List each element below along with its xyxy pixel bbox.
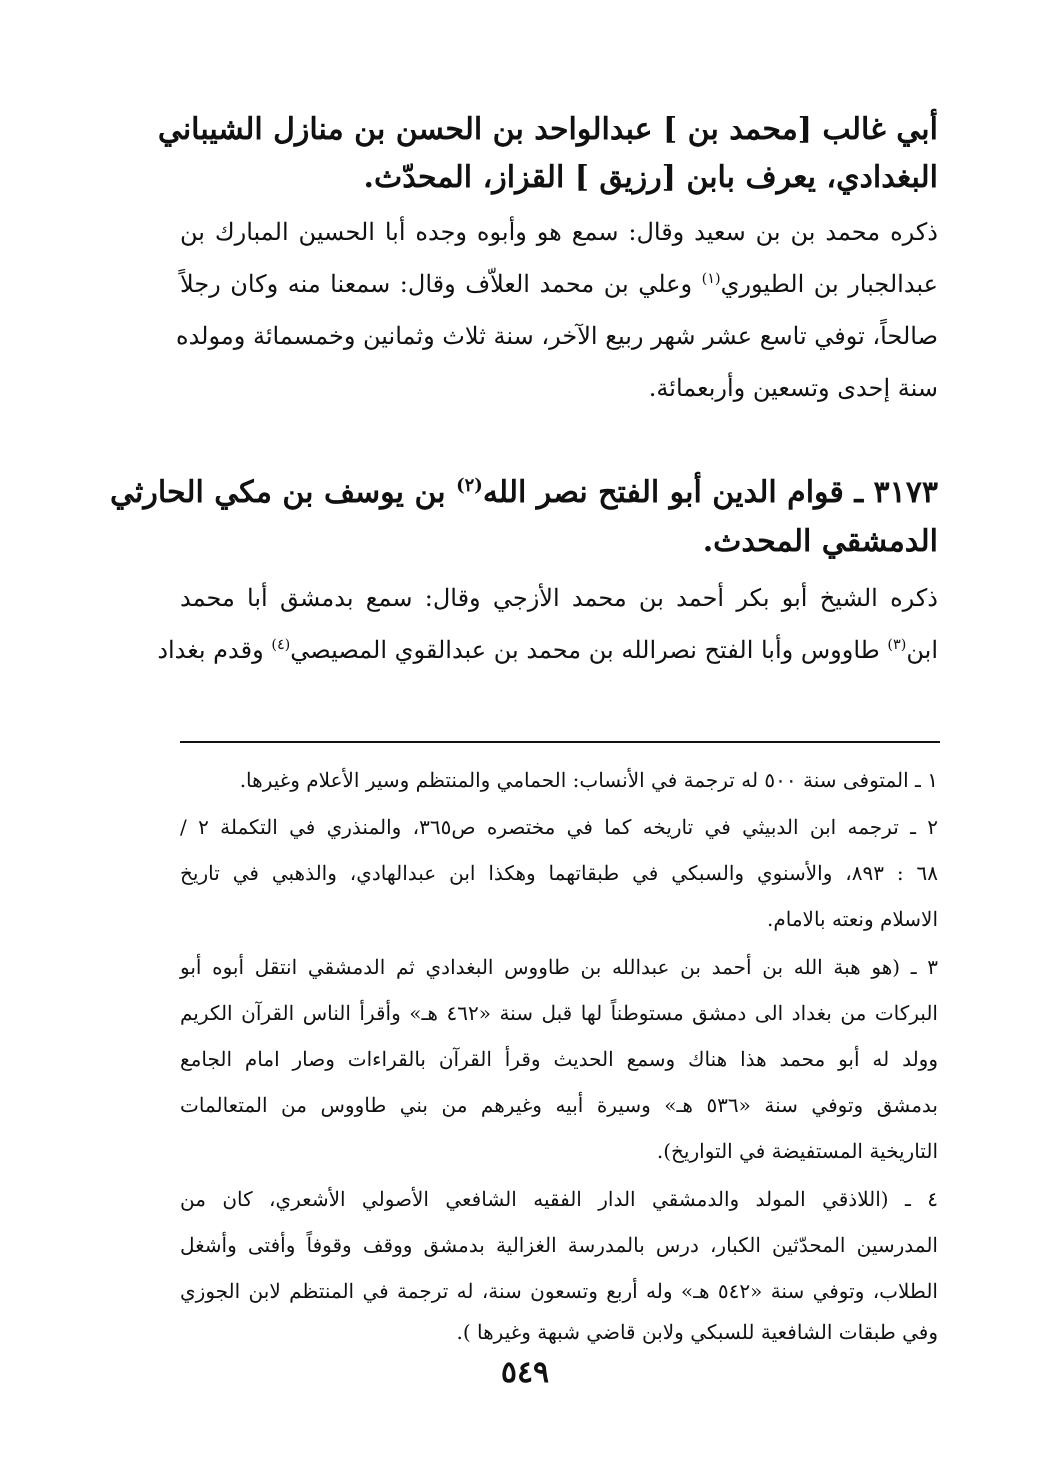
entry-body-2-line-2	[157, 636, 938, 664]
footnote-2-line-3: الاسلام ونعته بالامام.	[767, 907, 938, 931]
entry-body-2-line-2-text-c: وقدم بغداد	[157, 636, 272, 664]
footnote-3-line-2: البركات من بغداد الى دمشق مستوطناً لها قبل سنة «٤٦٢ هـ» وأقرأ الناس القرآن الكريم	[180, 1001, 938, 1025]
footnote-separator	[180, 741, 940, 743]
footnote-4-line-3: الطلاب، وتوفي سنة «٥٤٢ هـ» وله أربع وتسعون سنة، له ترجمة في المنتظم لابن الجوزي	[180, 1279, 938, 1303]
footnote-4-line-2: المدرسين المحدّثين الكبار، درس بالمدرسة الغزالية بدمشق ووقف وقوفاً وأفتى وأشغل	[180, 1233, 938, 1257]
entry-body-2-line-2-text-a: ابن	[906, 636, 938, 664]
footnote-3-line-1: ٣ ـ (هو هبة الله بن أحمد بن عبدالله بن طاووس البغدادي ثم الدمشقي انتقل أبوه أبو	[180, 955, 938, 979]
footnote-1: ١ ـ المتوفى سنة ٥٠٠ له ترجمة في الأنساب: الحمامي والمنتظم وسير الأعلام وغيرها.	[239, 768, 938, 792]
entry-body-2-line-1: ذكره الشيخ أبو بكر أحمد بن محمد الأزجي وقال: سمع بدمشق أبا محمد	[180, 584, 938, 612]
entry-heading-2-line-2: الدمشقي المحدث.	[702, 524, 938, 559]
entry-heading-2-text-b: بن يوسف بن مكي الحارثي	[109, 475, 457, 510]
page-number: ٥٤٩	[500, 1355, 550, 1390]
entry-body-1-line-3: صالحاً، توفي تاسع عشر شهر ربيع الآخر، سنة ثلاث وثمانين وخمسمائة ومولده	[176, 322, 938, 350]
entry-body-1-line-2	[180, 270, 938, 298]
footnote-ref-3: (٣)	[887, 637, 907, 653]
entry-heading-2-line-1	[109, 475, 938, 510]
entry-body-2-line-2-text-b: طاووس وأبا الفتح نصرالله بن محمد بن عبدالقوي المصيصي	[290, 636, 888, 664]
entry-heading-1-line-2: البغدادي، يعرف بابن [رزيق ] القزاز، المحدّث.	[363, 160, 938, 195]
footnote-3-line-4: بدمشق وتوفي سنة «٥٣٦ هـ» وسيرة أبيه وغيرهم من بني طاووس من المتعالمات	[180, 1093, 938, 1117]
footnote-4-line-1: ٤ ـ (اللاذقي المولد والدمشقي الدار الفقيه الشافعي الأصولي الأشعري، كان من	[180, 1187, 938, 1211]
entry-body-1-line-4: سنة إحدى وتسعين وأربعمائة.	[648, 374, 938, 402]
footnote-4-line-4: وفي طبقات الشافعية للسبكي ولابن قاضي شبهة وغيرها ).	[456, 1320, 938, 1344]
entry-body-1-line-2-text-a: عبدالجبار بن الطيوري	[720, 270, 938, 298]
footnote-3-line-3: وولد له أبو محمد هذا هناك وسمع الحديث وقرأ القرآن بالقراءات وصار امام الجامع	[180, 1047, 938, 1071]
footnote-2-line-2: ٦٨ : ٨٩٣، والأسنوي والسبكي في طبقاتهما وهكذا ابن عبدالهادي، والذهبي في تاريخ	[180, 861, 938, 885]
entry-heading-1-line-1: أبي غالب [محمد بن ] عبدالواحد بن الحسن بن منازل الشيباني	[157, 112, 938, 147]
footnote-ref-1: (١)	[701, 271, 721, 287]
entry-heading-2-text-a: ٣١٧٣ ـ قوام الدين أبو الفتح نصر الله	[482, 475, 938, 510]
entry-body-1-line-2-text-b: وعلي بن محمد العلاّف وقال: سمعنا منه وكان رجلاً	[180, 270, 702, 298]
entry-body-1-line-1: ذكره محمد بن بن سعيد وقال: سمع هو وأبوه وجده أبا الحسين المبارك بن	[180, 218, 938, 246]
footnote-ref-4: (٤)	[271, 637, 291, 653]
footnote-3-line-5: التاريخية المستفيضة في التواريخ).	[656, 1139, 938, 1163]
footnote-2-line-1: ٢ ـ ترجمه ابن الدبيثي في تاريخه كما في مختصره ص٣٦٥، والمنذري في التكملة ٢ /	[180, 815, 938, 839]
footnote-ref-2: (٢)	[456, 475, 483, 496]
